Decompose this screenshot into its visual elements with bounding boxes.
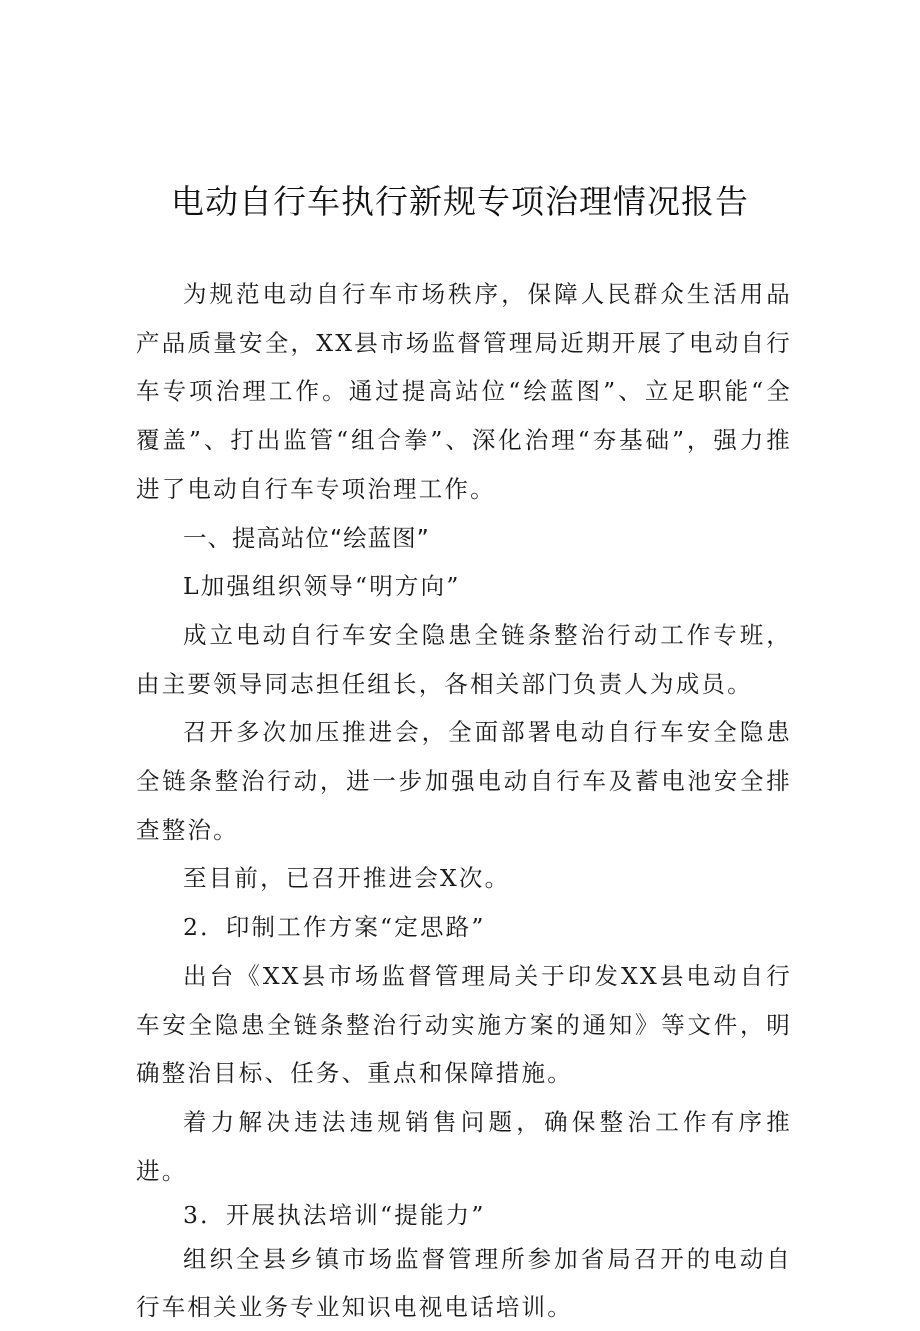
document-title: 电动自行车执行新规专项治理情况报告	[171, 182, 749, 221]
paragraph: 组织全县乡镇市场监督管理所参加省局召开的电动自行车相关业务专业知识电视电话培训。	[136, 1245, 792, 1322]
paragraph: 成立电动自行车安全隐患全链条整治行动工作专班，由主要领导同志担任组长，各相关部门负责人为成员。	[136, 620, 792, 698]
paragraph: 召开多次加压推进会，全面部署电动自行车安全隐患全链条整治行动，进一步加强电动自行车及蓄电池安全排查整治。	[136, 718, 792, 844]
subsection-heading-3: 3．开展执法培训“提能力”	[183, 1201, 486, 1230]
section-heading-1: 一、提高站位“绘蓝图”	[183, 523, 430, 552]
subsection-heading-2: 2．印制工作方案“定思路”	[183, 913, 486, 942]
intro-paragraph: 为规范电动自行车市场秩序，保障人民群众生活用品产品质量安全，XX县市场监督管理局近期开展了电动自行车专项治理工作。通过提高站位“绘蓝图”、立足职能“全覆盖”、打出监管“组合拳”、深化治理“夯基础”，强力推进了电动自行车专项治理工作。	[136, 280, 792, 503]
subsection-heading-1: L加强组织领导“明方向”	[183, 572, 461, 601]
paragraph: 至目前，已召开推进会X次。	[183, 864, 511, 893]
document-body	[136, 270, 792, 1331]
paragraph: 着力解决违法违规销售问题，确保整治工作有序推进。	[136, 1107, 792, 1185]
paragraph: 出台《XX县市场监督管理局关于印发XX县电动自行车安全隐患全链条整治行动实施方案的通知》等文件，明确整治目标、任务、重点和保障措施。	[136, 961, 792, 1088]
